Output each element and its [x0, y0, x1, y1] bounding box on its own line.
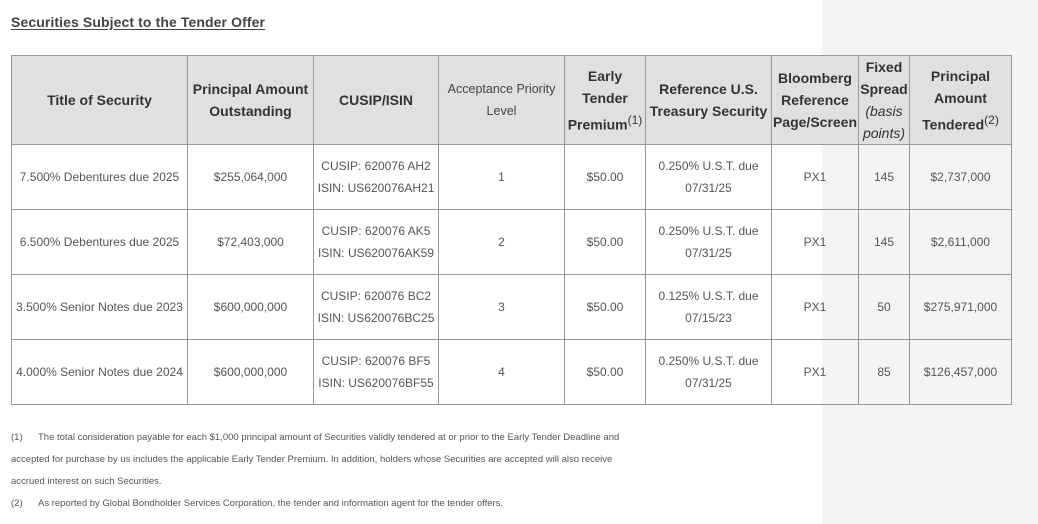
- cusip-text: CUSIP: 620076 AK5: [321, 224, 431, 238]
- treasury-text: 0.250% U.S.T. due: [658, 224, 759, 238]
- header-fixed-spread: [859, 56, 910, 145]
- footnote-ref-2: (2): [984, 112, 999, 127]
- cell-tendered: $2,611,000: [910, 210, 1012, 275]
- header-text: Level: [486, 104, 517, 118]
- header-text: points): [862, 125, 906, 141]
- header-text: Acceptance Priority: [447, 82, 556, 96]
- cell-title: 3.500% Senior Notes due 2023: [12, 275, 188, 340]
- header-early-tender-premium: [565, 56, 646, 145]
- cell-outstanding: $600,000,000: [188, 275, 314, 340]
- footnote-line: [11, 427, 711, 449]
- footnote-text: As reported by Global Bondholder Services Corporation, the tender and information agent for the tender offers.: [38, 498, 504, 509]
- cell-outstanding: $255,064,000: [188, 145, 314, 210]
- isin-text: ISIN: US620076AH21: [317, 181, 435, 195]
- cell-premium: $50.00: [565, 145, 646, 210]
- cell-bloomberg: PX1: [772, 145, 859, 210]
- header-text: Principal Amount: [192, 81, 309, 97]
- cell-premium: $50.00: [565, 210, 646, 275]
- isin-text: ISIN: US620076BC25: [317, 311, 435, 325]
- footnote-text: The total consideration payable for each $1,000 principal amount of Securities validly tendered at or prior to the Early Tender Deadline and: [38, 432, 620, 443]
- header-text: Page/Screen: [772, 114, 858, 130]
- header-text: Title of Security: [47, 92, 152, 108]
- cell-spread: 85: [859, 340, 910, 405]
- cell-cusip-isin: [314, 340, 439, 405]
- table-row: [12, 340, 1012, 405]
- header-bloomberg-page: [772, 56, 859, 145]
- header-text: Bloomberg: [778, 70, 852, 86]
- cell-treasury: [646, 145, 772, 210]
- cell-premium: $50.00: [565, 275, 646, 340]
- cell-tendered: $275,971,000: [910, 275, 1012, 340]
- header-text: Amount: [934, 89, 987, 106]
- isin-text: ISIN: US620076BF55: [318, 376, 434, 390]
- treasury-date: 07/31/25: [685, 246, 732, 260]
- header-title-of-security: [12, 56, 188, 145]
- cell-spread: 145: [859, 210, 910, 275]
- cusip-text: CUSIP: 620076 AH2: [321, 159, 431, 173]
- cell-tendered: $126,457,000: [910, 340, 1012, 405]
- footnote-line: accrued interest on such Securities.: [11, 476, 162, 487]
- cell-priority: 3: [439, 275, 565, 340]
- header-text: Outstanding: [209, 103, 292, 119]
- table-header-row: [12, 56, 1012, 145]
- header-cusip-isin: [314, 56, 439, 145]
- header-text: Treasury Security: [649, 103, 768, 119]
- header-text: CUSIP/ISIN: [339, 92, 413, 108]
- cell-title: 4.000% Senior Notes due 2024: [12, 340, 188, 405]
- cell-treasury: [646, 210, 772, 275]
- cell-spread: 50: [859, 275, 910, 340]
- cell-cusip-isin: [314, 145, 439, 210]
- footnote-ref-1: (1): [627, 112, 643, 127]
- treasury-date: 07/15/23: [685, 311, 732, 325]
- cusip-text: CUSIP: 620076 BC2: [320, 289, 432, 303]
- footnote-line: accepted for purchase by us includes the applicable Early Tender Premium. In addition, holders whose Securities are accepted will also receive: [11, 454, 613, 465]
- cusip-text: CUSIP: 620076 BF5: [321, 354, 431, 368]
- header-text: Premium: [567, 116, 628, 133]
- cell-tendered: $2,737,000: [910, 145, 1012, 210]
- header-text: Principal: [930, 67, 991, 84]
- header-amount-tendered: [910, 56, 1012, 145]
- treasury-text: 0.125% U.S.T. due: [658, 289, 759, 303]
- cell-spread: 145: [859, 145, 910, 210]
- cell-cusip-isin: [314, 210, 439, 275]
- cell-outstanding: $72,403,000: [188, 210, 314, 275]
- header-text: (basis: [865, 103, 903, 119]
- cell-priority: 2: [439, 210, 565, 275]
- cell-treasury: [646, 340, 772, 405]
- treasury-date: 07/31/25: [685, 376, 732, 390]
- cell-title: 6.500% Debentures due 2025: [12, 210, 188, 275]
- cell-premium: $50.00: [565, 340, 646, 405]
- header-text: Tendered: [922, 116, 985, 133]
- cell-treasury: [646, 275, 772, 340]
- cell-bloomberg: PX1: [772, 210, 859, 275]
- cell-title: 7.500% Debentures due 2025: [12, 145, 188, 210]
- cell-bloomberg: PX1: [772, 340, 859, 405]
- treasury-date: 07/31/25: [685, 181, 732, 195]
- header-text: Spread: [860, 81, 908, 97]
- footnote-marker: (1): [11, 432, 23, 443]
- header-text: Reference U.S.: [659, 81, 758, 97]
- header-text: Tender: [582, 89, 628, 106]
- footnotes: [11, 427, 711, 515]
- header-text: Fixed: [865, 59, 903, 75]
- cell-outstanding: $600,000,000: [188, 340, 314, 405]
- cell-priority: 1: [439, 145, 565, 210]
- footnote-marker: (2): [11, 498, 23, 509]
- cell-bloomberg: PX1: [772, 275, 859, 340]
- isin-text: ISIN: US620076AK59: [317, 246, 435, 260]
- header-acceptance-priority: [439, 56, 565, 145]
- footnote-line: [11, 493, 711, 515]
- section-heading: Securities Subject to the Tender Offer: [11, 14, 266, 30]
- table-row: [12, 145, 1012, 210]
- header-principal-outstanding: [188, 56, 314, 145]
- tender-offer-table: [11, 55, 1012, 405]
- treasury-text: 0.250% U.S.T. due: [658, 159, 759, 173]
- treasury-text: 0.250% U.S.T. due: [658, 354, 759, 368]
- header-text: Early: [587, 67, 623, 84]
- table-row: [12, 210, 1012, 275]
- header-reference-treasury: [646, 56, 772, 145]
- header-text: Reference: [781, 92, 849, 108]
- table-row: [12, 275, 1012, 340]
- cell-cusip-isin: [314, 275, 439, 340]
- cell-priority: 4: [439, 340, 565, 405]
